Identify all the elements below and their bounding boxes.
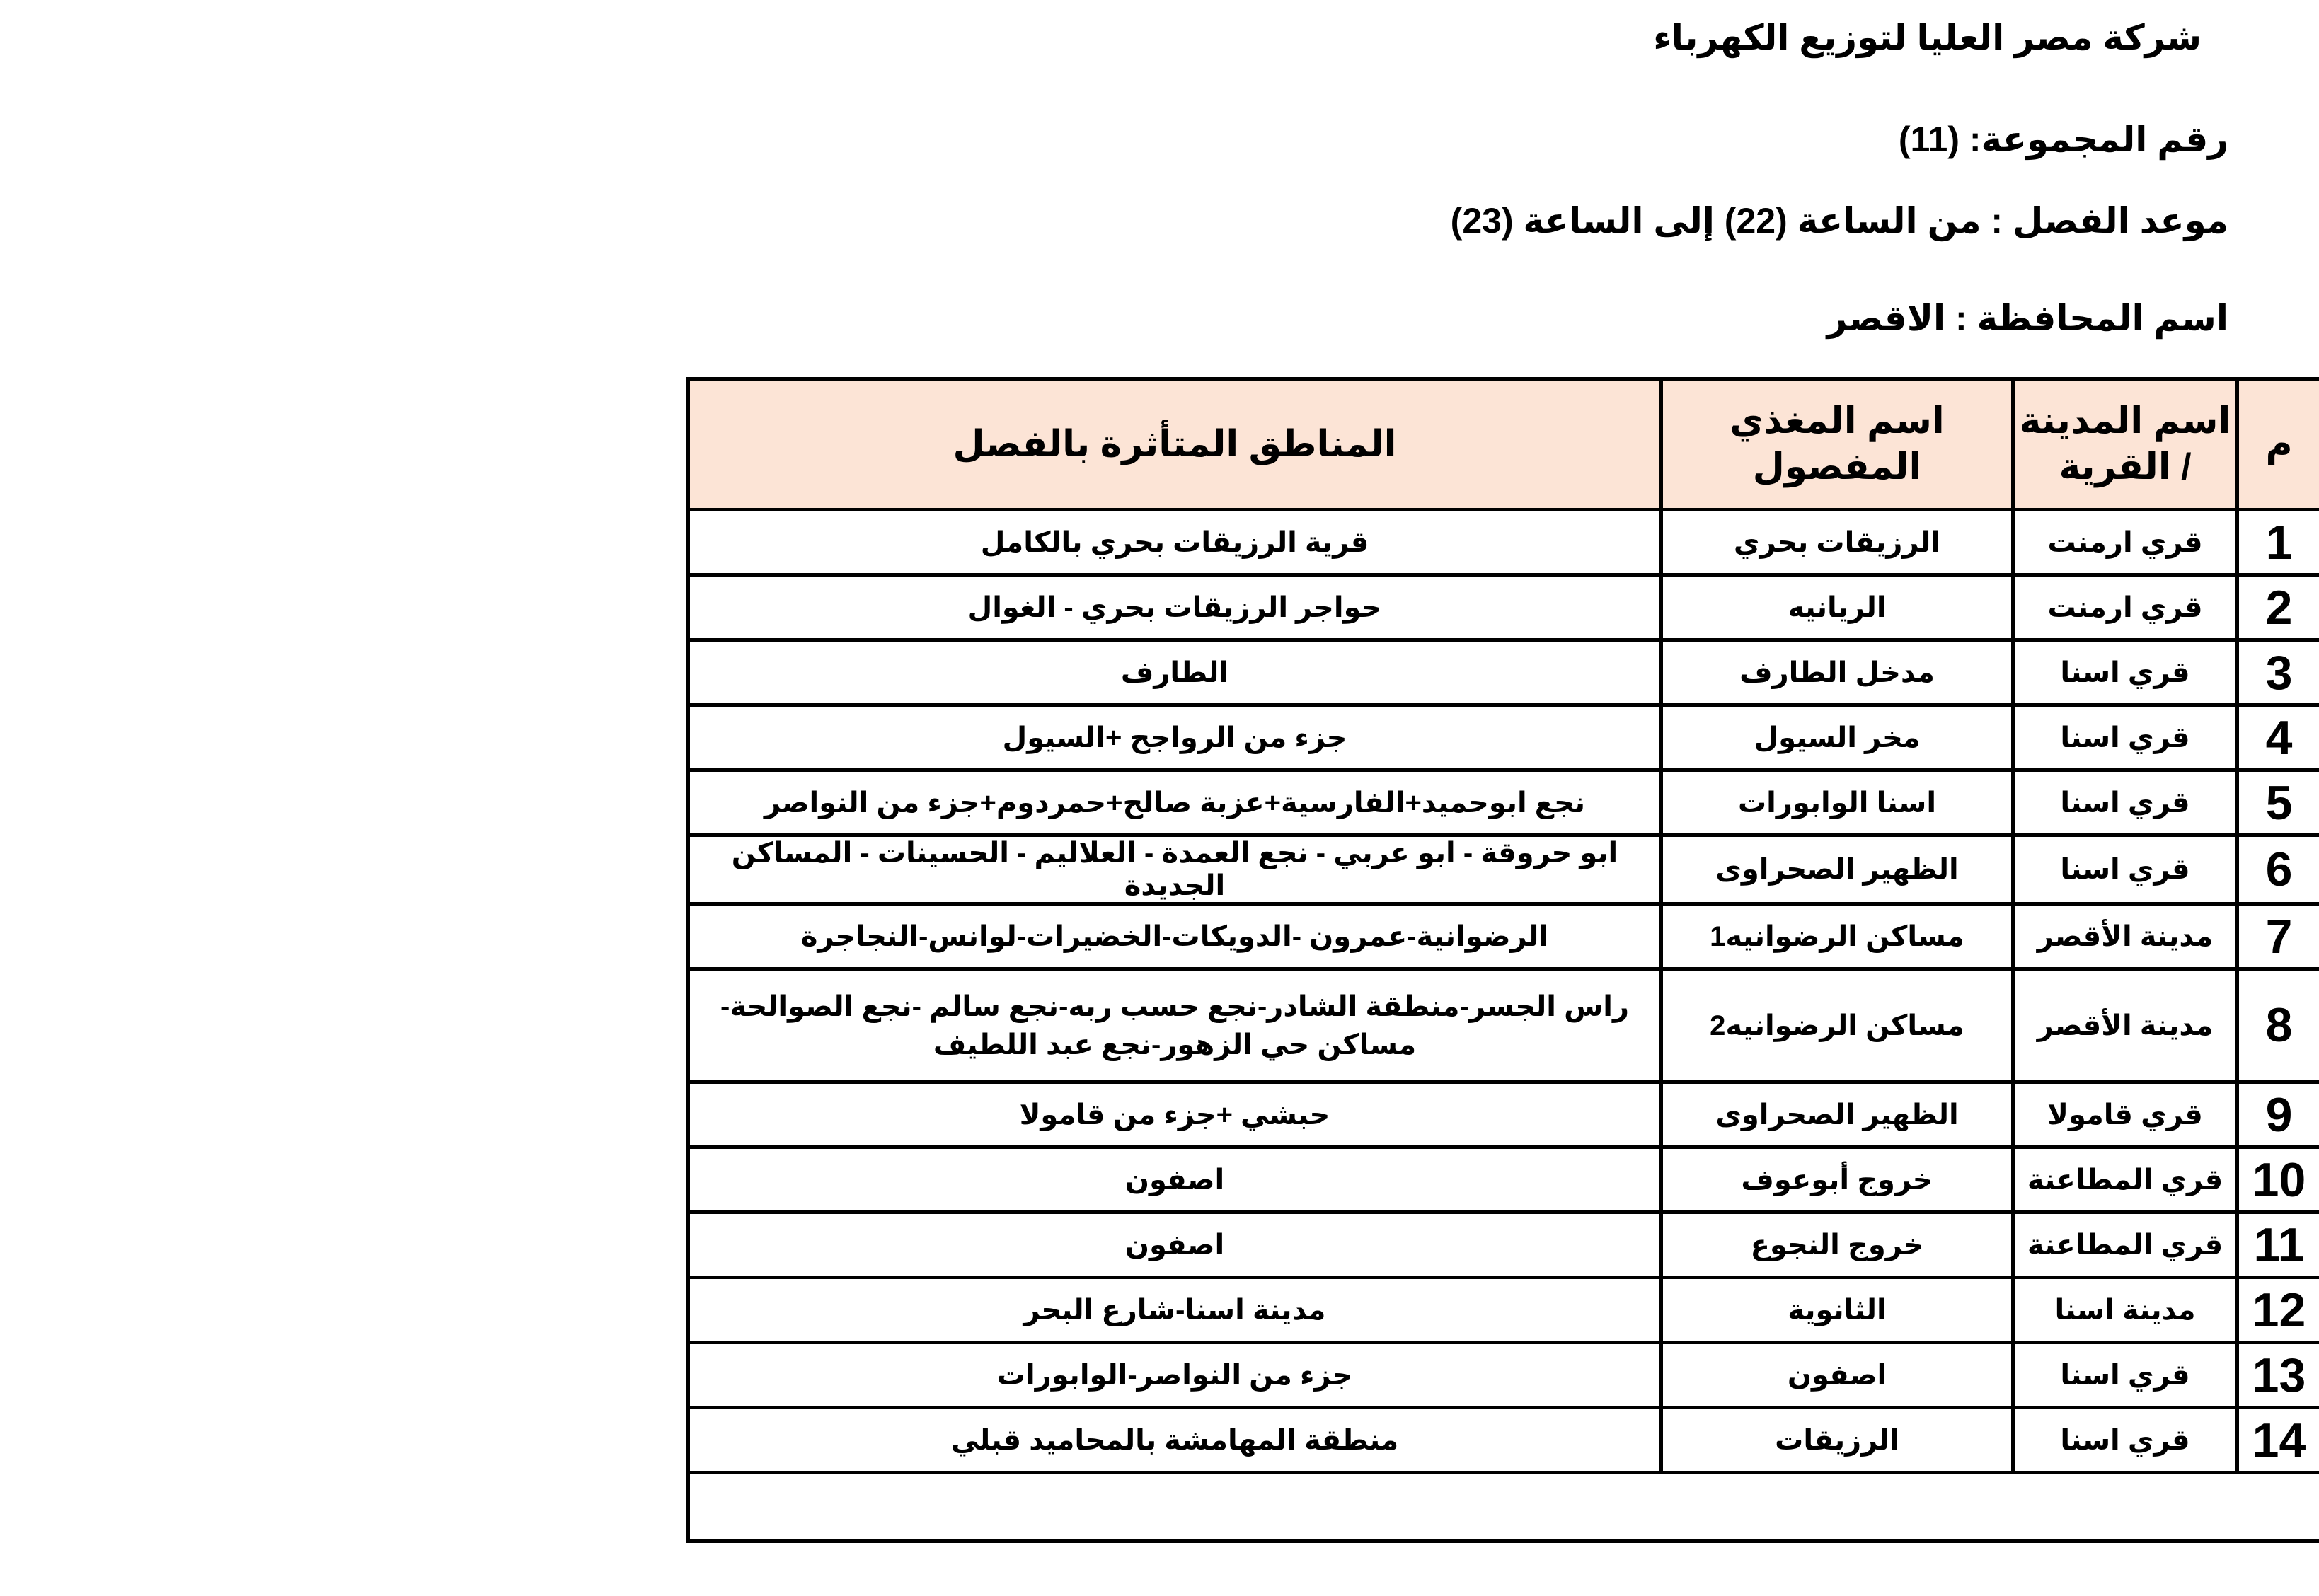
cutoff-time: موعد الفصل : من الساعة (22) إلى الساعة (23) — [1450, 201, 2228, 241]
table-body — [689, 510, 2319, 1542]
header-city: اسم المدينة / القرية — [2013, 379, 2238, 510]
outage-schedule-table — [686, 377, 2319, 1543]
row-number: 13 — [2238, 1343, 2319, 1408]
table-row — [689, 510, 2319, 575]
row-areas: ابو حروقة - ابو عربي - نجع العمدة - العلاليم - الحسينات - المساكن الجديدة — [689, 835, 1662, 904]
row-feeder: الريانيه — [1662, 575, 2013, 640]
row-city: قري اسنا — [2013, 640, 2238, 705]
row-number: 9 — [2238, 1082, 2319, 1147]
row-city: قري ارمنت — [2013, 575, 2238, 640]
row-feeder: خروج النجوع — [1662, 1213, 2013, 1278]
row-areas: الرضوانية-عمرون -الدويكات-الخضيرات-لوانس-النجاجرة — [689, 904, 1662, 969]
row-feeder: مدخل الطارف — [1662, 640, 2013, 705]
header-areas: المناطق المتأثرة بالفصل — [689, 379, 1662, 510]
row-areas: حواجر الرزيقات بحري - الغوال — [689, 575, 1662, 640]
table-row — [689, 1147, 2319, 1213]
table-row — [689, 705, 2319, 770]
table-row — [689, 770, 2319, 835]
table-row — [689, 969, 2319, 1082]
row-number: 3 — [2238, 640, 2319, 705]
row-feeder: اسنا الوابورات — [1662, 770, 2013, 835]
row-number: 6 — [2238, 835, 2319, 904]
row-feeder: الرزيقات — [1662, 1408, 2013, 1473]
row-feeder: الثانوية — [1662, 1278, 2013, 1343]
row-number: 14 — [2238, 1408, 2319, 1473]
table-row — [689, 904, 2319, 969]
row-areas: منطقة المهامشة بالمحاميد قبلي — [689, 1408, 1662, 1473]
table-row — [689, 640, 2319, 705]
row-number: 1 — [2238, 510, 2319, 575]
row-feeder: الرزيقات بحري — [1662, 510, 2013, 575]
row-feeder: مساكن الرضوانيه2 — [1662, 969, 2013, 1082]
table-header-row — [689, 379, 2319, 510]
row-areas: قرية الرزيقات بحري بالكامل — [689, 510, 1662, 575]
table-row — [689, 1213, 2319, 1278]
row-number: 4 — [2238, 705, 2319, 770]
row-city: قري المطاعنة — [2013, 1147, 2238, 1213]
row-city: قري اسنا — [2013, 770, 2238, 835]
row-number: 8 — [2238, 969, 2319, 1082]
table-row — [689, 1278, 2319, 1343]
table-row-empty — [689, 1473, 2319, 1542]
row-areas: نجع ابوحميد+الفارسية+عزبة صالح+حمردوم+جزء من النواصر — [689, 770, 1662, 835]
row-number: 12 — [2238, 1278, 2319, 1343]
row-city: قري ارمنت — [2013, 510, 2238, 575]
row-city: مدينة اسنا — [2013, 1278, 2238, 1343]
row-areas: راس الجسر-منطقة الشادر-نجع حسب ربه-نجع سالم -نجع الصوالحة-مساكن حي الزهور-نجع عبد اللطيف — [689, 969, 1662, 1082]
table-row — [689, 835, 2319, 904]
row-feeder: خروج أبوعوف — [1662, 1147, 2013, 1213]
row-areas: جزء من النواصر-الوابورات — [689, 1343, 1662, 1408]
group-number: رقم المجموعة: (11) — [1898, 120, 2228, 159]
row-areas: الطارف — [689, 640, 1662, 705]
row-number: 11 — [2238, 1213, 2319, 1278]
row-feeder: مخر السيول — [1662, 705, 2013, 770]
row-city: قري قامولا — [2013, 1082, 2238, 1147]
row-areas: اصفون — [689, 1213, 1662, 1278]
header-number: م — [2238, 379, 2319, 510]
table-row — [689, 1343, 2319, 1408]
row-city: قري المطاعنة — [2013, 1213, 2238, 1278]
row-city: قري اسنا — [2013, 1408, 2238, 1473]
row-feeder: الظهير الصحراوى — [1662, 835, 2013, 904]
row-feeder: مساكن الرضوانيه1 — [1662, 904, 2013, 969]
row-city: قري اسنا — [2013, 1343, 2238, 1408]
row-city: قري اسنا — [2013, 705, 2238, 770]
row-areas: مدينة اسنا-شارع البحر — [689, 1278, 1662, 1343]
row-number: 7 — [2238, 904, 2319, 969]
row-feeder: اصفون — [1662, 1343, 2013, 1408]
row-city: مدينة الأقصر — [2013, 904, 2238, 969]
company-name: شركة مصر العليا لتوزيع الكهرباء — [1653, 18, 2202, 57]
row-areas: جزء من الرواجح +السيول — [689, 705, 1662, 770]
row-areas: اصفون — [689, 1147, 1662, 1213]
row-areas: حبشي +جزء من قامولا — [689, 1082, 1662, 1147]
row-feeder: الظهير الصحراوى — [1662, 1082, 2013, 1147]
row-number: 10 — [2238, 1147, 2319, 1213]
row-city: مدينة الأقصر — [2013, 969, 2238, 1082]
table-row — [689, 1408, 2319, 1473]
row-city: قري اسنا — [2013, 835, 2238, 904]
header-feeder: اسم المغذي المفصول — [1662, 379, 2013, 510]
empty-cell — [689, 1473, 2319, 1542]
row-number: 2 — [2238, 575, 2319, 640]
table-row — [689, 575, 2319, 640]
table-row — [689, 1082, 2319, 1147]
governorate: اسم المحافظة : الاقصر — [1826, 299, 2228, 338]
row-number: 5 — [2238, 770, 2319, 835]
